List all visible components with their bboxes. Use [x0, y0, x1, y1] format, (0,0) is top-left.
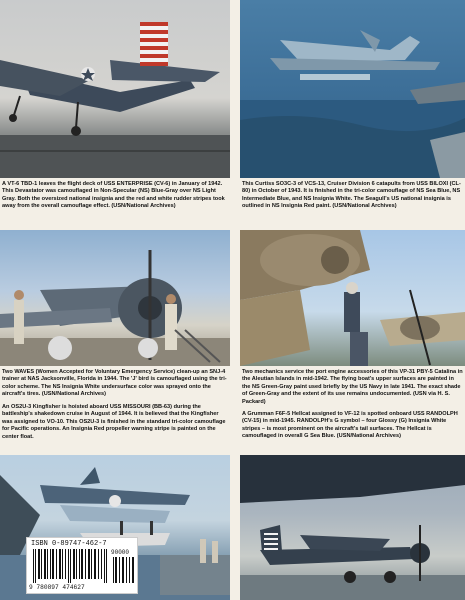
isbn-text: ISBN 0-89747-462-7: [31, 540, 107, 548]
photo-snj4-trainer: [0, 230, 230, 366]
caption-os2u-kingfisher: An OS2U-3 Kingfisher is hoisted aboard USS MISSOURI (BB-63) during the battleship's shakedown cruise in August of 1944. It is believed that the Kingfisher was assigned to VO-10. This OS2U-3 is finished in the standard tri-color camouflage for Pacific operations. An Insignia Red propeller warning stripe is painted on the center float.: [2, 404, 226, 440]
caption-tbd-devastator: A VT-6 TBD-1 leaves the flight deck of USS ENTERPRISE (CV-6) in January of 1942. This Devastator was camouflaged in Non-Specular (NS) Blue-Gray over NS Light Gray. Both the oversized national insignia and the red and white rudder stripes took away from the overall camouflage effect. (USN/National Archives): [2, 181, 225, 210]
photo-pby5-catalina: [240, 230, 465, 366]
f6f5-hellcat-illustration: [240, 455, 465, 600]
caption-f6f5-hellcat: A Grumman F6F-5 Hellcat assigned to VF-12 is spotted onboard USS RANDOLPH (CV-15) in mid-1945. RANDOLPH's G symbol – four Glossy (G) Insignia White stripes – is most prominent on the aircraft's tail surfaces. The Hellcat is camouflaged in overall G Sea Blue. (USN/National Archives): [242, 411, 458, 440]
caption-pby5-catalina: Two mechanics service the port engine accessories of this VP-31 PBY-5 Catalina in the Aleutian Islands in mid-1942. The flying boat's upper surfaces are painted in the NS Green-Gray paint used briefly by the US Navy in late 1941. The exact shade of Green-Gray and the extent of its use remains undocumented. (USN via H. S. Packard): [242, 369, 463, 405]
caption-snj4-trainer: Two WAVES (Women Accepted for Voluntary Emergency Service) clean-up an SNJ-4 trainer at NAS Jacksonville, Florida in 1944. The 'J' bird is camouflaged using the tri-color scheme. The NS Insignia White undersurface color was sprayed onto the aircraft's tires. (USN/National Archives): [2, 369, 227, 398]
snj4-trainer-illustration: [0, 230, 230, 366]
photo-f6f5-hellcat: [240, 455, 465, 600]
tbd-devastator-illustration: [0, 0, 230, 178]
caption-so3c-seagull: This Curtiss SO3C-3 of VCS-13, Cruiser Division 6 catapults from USS BILOXI (CL-80) in October of 1943. It is finished in the tri-color camouflage of NS Sea Blue, NS Intermediate Blue, and NS Insignia White. The Seagull's US national insignia is outlined in NS Insignia Red paint. (USN/National Archives): [242, 181, 461, 210]
barcode-label: [26, 537, 138, 594]
so3c-seagull-illustration: [240, 0, 465, 178]
pby5-catalina-illustration: [240, 230, 465, 366]
ean-text: 9 780897 474627: [29, 584, 85, 591]
photo-os2u-kingfisher: [0, 455, 230, 600]
barcode-addon-text: 90000: [111, 549, 130, 556]
photo-so3c-seagull: [240, 0, 465, 178]
photo-tbd-devastator: [0, 0, 230, 178]
